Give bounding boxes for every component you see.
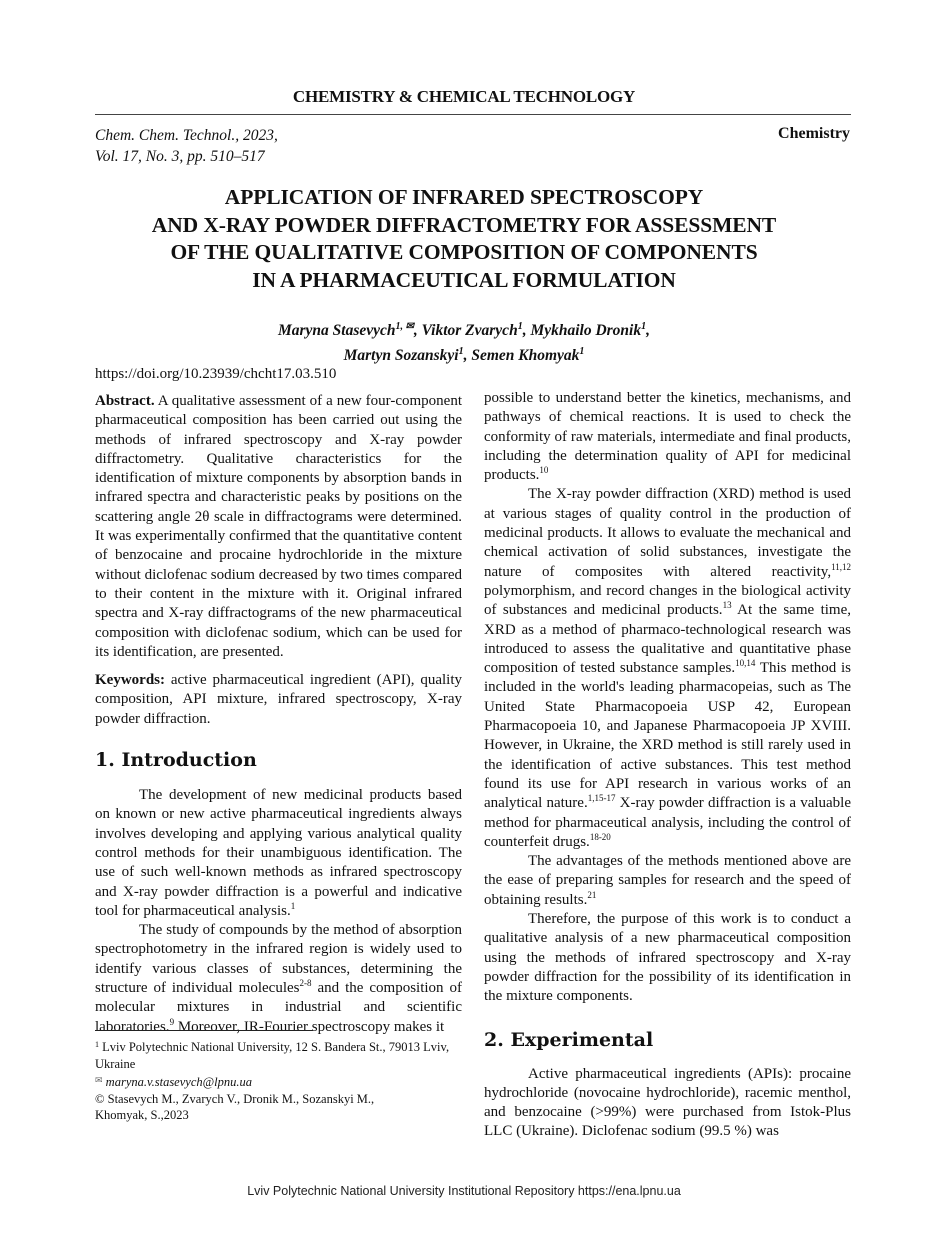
author-affiliation: 1: [641, 321, 647, 332]
footnote-copyright: © Stasevych M., Zvarych V., Dronik M., Sozanskyi M.,: [95, 1091, 375, 1106]
author-affiliation: 1: [458, 346, 464, 358]
title-line: AND X-RAY POWDER DIFFRACTOMETRY FOR ASSESSMENT: [151, 212, 777, 237]
paragraph: The development of new medicinal products based on known or new active pharmaceutical ingredients always involves developing and applying various analytical quality control methods for their unambiguous identification. The use of such well-known methods as infrared spectroscopy and X-ray powder diffraction is a powerful and indicative tool for pharmaceutical analysis.$^1$: [95, 787, 462, 919]
footnote-email: [95, 1072, 465, 1091]
author-name: Semen Khomyak: [471, 347, 580, 365]
footnote-divider: [95, 1030, 313, 1031]
paragraph: Therefore, the purpose of this work is to conduct a qualitative analysis of a new pharmaceutical composition using the methods of infrared spectroscopy and X-ray powder diffraction for the possibility of its identification in the mixture components.: [484, 911, 851, 1005]
citation-ref: 1,15-17: [587, 793, 616, 804]
keywords: [95, 671, 462, 729]
abstract: [95, 392, 462, 662]
citation-ref: 11,12: [831, 561, 851, 572]
author-list: Maryna Stasevych$^{1, ✉}$, Viktor Zvarych$^1$, Mykhailo Dronik$^1$, Martyn Sozanskyi$^1$, Semen Khomyak$^1$: [277, 321, 650, 365]
email-link[interactable]: maryna.v.stasevych@lpnu.ua: [105, 1075, 252, 1089]
citation-ref: 1: [290, 900, 296, 911]
title-line: APPLICATION OF INFRARED SPECTROSCOPY: [224, 185, 704, 209]
header-divider: [95, 114, 851, 115]
abstract-text: A qualitative assessment of a new four-component pharmaceutical composition has been carried out using the methods of infrared spectroscopy and X-ray powder diffractometry. Qualitative characteristics for the identification of mixture components by absorption bands in infrared spectra and characteristic peaks by positions on the scattering angle 2θ scale in diffractograms were determined. It was experimentally confirmed that the quantitative content of benzocaine and procaine hydrochloride in the mixture without diclofenac sodium decreased by two times compared to their content in the mixture with it. Original infrared spectra and X-ray diffractograms of the new pharmaceutical composition with diclofenac sodium, which can be used for its identification, are presented.: [95, 393, 462, 660]
citation-ref: 13: [722, 600, 732, 611]
author-affiliation: 1: [579, 346, 585, 358]
citation-ref: 18-20: [589, 831, 611, 842]
citation-line-2: Vol. 17, No. 3, pp. 510–517: [95, 148, 265, 165]
abstract-label: Abstract.: [95, 393, 155, 409]
author-name: Maryna Stasevych: [277, 322, 396, 340]
citation-ref: 9: [169, 1016, 175, 1027]
author-name: Mykhailo Dronik: [530, 322, 642, 340]
journal-name: CHEMISTRY & CHEMICAL TECHNOLOGY: [292, 87, 636, 106]
citation-ref: 2-8: [299, 978, 312, 989]
keywords-text: active pharmaceutical ingredient (API), quality composition, API mixture, infrared spectroscopy, X-ray powder diffraction.: [95, 672, 462, 727]
left-column: [95, 392, 462, 1037]
title-line: IN A PHARMACEUTICAL FORMULATION: [252, 267, 676, 292]
section-tag: Chemistry: [778, 125, 850, 142]
citation-ref: 10,14: [735, 658, 756, 669]
paragraph: Active pharmaceutical ingredients (APIs): procaine hydrochloride (novocaine hydrochloride), racemic menthol, and benzocaine (>99%) were purchased from Istok-Plus LLC (Ukraine). Diclofenac sodium (99.5 %) was: [484, 1065, 851, 1140]
paragraph: The X-ray powder diffraction (XRD) method is used at various stages of quality control in the production of medicinal products. It allows to evaluate the mechanical and chemical activation of solid substances, investigate the nature of composites with altered reactivity,$^{11,12}$ polymorphism, and record changes in the biological activity of substances and medicinal products.$^{13}$ At the same time, XRD as a method of pharmaco-technological research was introduced to assess the qualitative and quantitative phase composition of tested substance samples.$^{10,14}$ This method is included in the world's leading pharmacopeias, such as The United State Pharmacopoeia USP 42, European Pharmacopoeia 10, and Japanese Pharmacopoeia JP XVIII. However, in Ukraine, the XRD method is still rarely used in the identification of active substances. This test method found its use for API research in various works of an analytical nature.$^{1,15-17}$ X-ray powder diffraction is a valuable method for pharmaceutical analysis, including the control of counterfeit drugs.$^{18-20}$: [484, 486, 852, 850]
citation-ref: 21: [587, 889, 597, 900]
author-affiliation: 1, ✉: [395, 321, 414, 332]
paragraph: The study of compounds by the method of absorption spectrophotometry in the infrared region is widely used to identify various classes of substances, determining the structure of individual molecules$^{2-8}$ and the composition of molecular mixtures in industrial and scientific laboratories.$^9$ Moreover, IR-Fourier spectroscopy makes it: [95, 922, 462, 1035]
paragraph-continued: Moreover, IR-Fourier spectroscopy makes it: [174, 1018, 445, 1035]
envelope-icon: ✉: [95, 1075, 103, 1085]
article-title: [0, 184, 928, 294]
keywords-label: Keywords:: [95, 672, 165, 689]
title-line: OF THE QUALITATIVE COMPOSITION OF COMPONENTS: [170, 240, 758, 264]
footnote-affiliation: $^1$ Lviv Polytechnic National University, 12 S. Bandera St., 79013 Lviv, Ukraine: [95, 1040, 450, 1071]
author-name: Martyn Sozanskyi: [343, 347, 459, 365]
paragraph-continued: possible to understand better the kinetics, mechanisms, and pathways of chemical reactions. It is used to check the conformity of raw materials, intermediate and final products, including the determination quality of API for medicinal products.$^{10}$: [484, 390, 851, 484]
citation-line-1: Chem. Chem. Technol., 2023,: [95, 127, 278, 144]
author-name: Viktor Zvarych: [421, 322, 518, 340]
section-heading-experimental: 2. Experimental: [484, 1028, 654, 1051]
section-heading-introduction: 1. Introduction: [95, 749, 257, 772]
citation: [95, 125, 278, 167]
paragraph: The advantages of the methods mentioned above are the ease of preparing samples for research and the speed of obtaining results.$^{21}$: [484, 853, 851, 908]
citation-ref: 10: [539, 465, 549, 476]
right-column: [484, 389, 851, 1142]
footnotes: [95, 1039, 465, 1124]
footnote-copyright-cont: Khomyak, S.,2023: [95, 1108, 189, 1122]
repository-footer: Lviv Polytechnic National University Institutional Repository https://ena.lpnu.ua: [247, 1184, 681, 1198]
author-affiliation: 1: [517, 321, 523, 332]
doi-link[interactable]: https://doi.org/10.23939/chcht17.03.510: [95, 366, 337, 382]
